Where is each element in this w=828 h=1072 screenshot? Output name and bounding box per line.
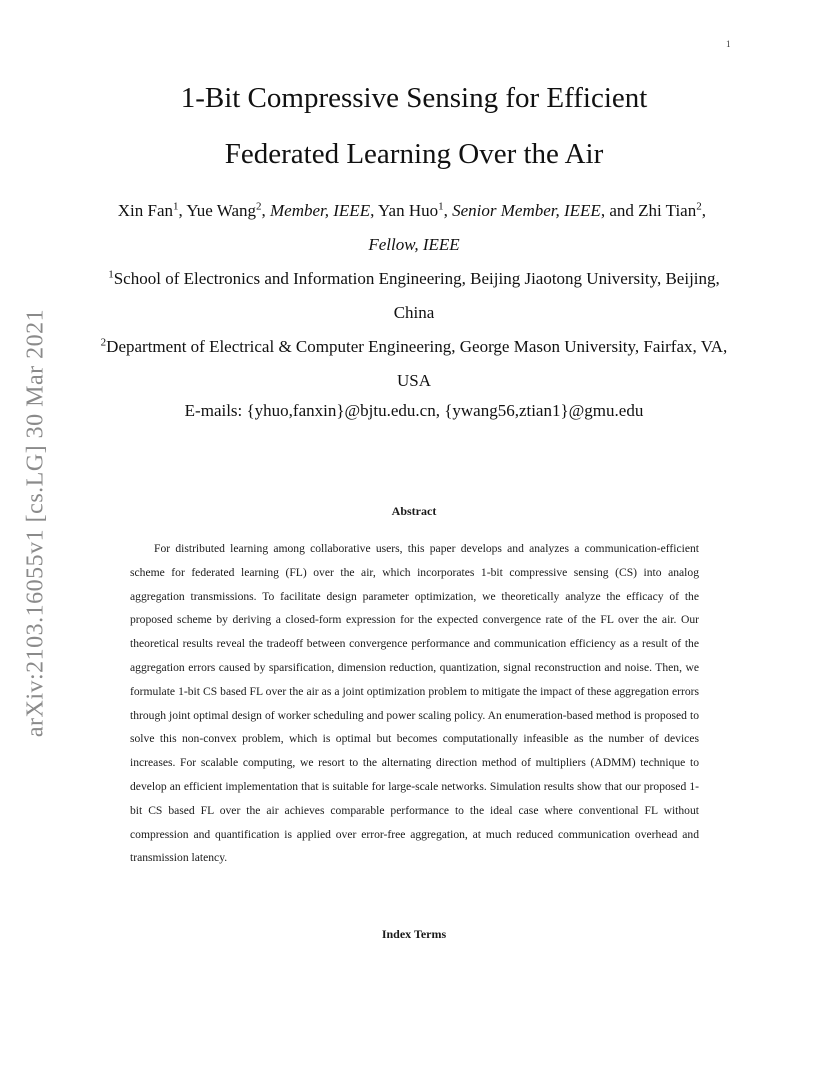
paper-title-line-2: Federated Learning Over the Air	[224, 138, 604, 170]
author-affiliation-marker: 2	[696, 200, 702, 213]
author-emails: E-mails: {yhuo,fanxin}@bjtu.edu.cn, {ywang56,ztian1}@gmu.edu	[184, 401, 644, 420]
abstract-heading: Abstract	[391, 504, 437, 518]
affiliation-text: School of Electronics and Information Engineering, Beijing Jiaotong University, Beijing, China	[113, 269, 720, 322]
author-name: Yue Wang	[186, 201, 256, 220]
affiliation-marker: 2	[100, 336, 107, 349]
page-number: 1	[726, 39, 731, 49]
author-name: Yan Huo	[377, 201, 439, 220]
author-role: Fellow, IEEE	[368, 235, 460, 254]
affiliation-2	[92, 330, 736, 398]
author-affiliation-marker: 2	[256, 200, 262, 213]
author-role: Senior Member, IEEE	[452, 201, 601, 220]
author-name: Zhi Tian	[638, 201, 697, 220]
affiliation-1	[92, 262, 736, 330]
affiliation-text: Department of Electrical & Computer Engineering, George Mason University, Fairfax, VA, USA	[106, 337, 728, 390]
paper-title-line-1: 1-Bit Compressive Sensing for Efficient	[180, 82, 648, 114]
author-role: Member, IEEE	[270, 201, 371, 220]
author-affiliation-marker: 1	[173, 200, 179, 213]
author-name: Xin Fan	[117, 201, 173, 220]
affiliation-marker: 1	[108, 268, 114, 281]
arxiv-stamp: arXiv:2103.16055v1 [cs.LG] 30 Mar 2021	[22, 308, 49, 738]
abstract-body: For distributed learning among collaborative users, this paper develops and analyzes a communication-efficient scheme for federated learning (FL) over the air, which incorporates 1-bit compressive sensing (CS) into analog aggregation transmissions. To facilitate design parameter optimization, we theoretically analyze the efficacy of the proposed scheme by deriving a closed-form expression for the expected convergence rate of the FL over the air. Our theoretical results reveal the tradeoff between convergence performance and communication efficiency as a result of the aggregation errors caused by sparsification, dimension reduction, quantization, signal reconstruction and noise. Then, we formulate 1-bit CS based FL over the air as a joint optimization problem to mitigate the impact of these aggregation errors through joint optimal design of worker scheduling and power scaling policy. An enumeration-based method is proposed to solve this non-convex problem, which is optimal but becomes computationally infeasible as the number of devices increases. For scalable computing, we resort to the alternating direction method of multipliers (ADMM) technique to develop an efficient implementation that is suitable for large-scale networks. Simulation results show that our proposed 1-bit CS based FL over the air achieves comparable performance to the ideal case where conventional FL without compression and quantification is applied over error-free aggregation, at much reduced communication overhead and transmission latency.	[130, 542, 699, 865]
author-list: Xin Fan$^1$, Yue Wang$^2$, Member, IEEE, Yan Huo$^1$, Senior Member, IEEE, and Zhi Tian$^2$, Fellow, IEEE	[117, 200, 711, 254]
index-terms-heading: Index Terms	[381, 927, 447, 941]
author-affiliation-marker: 1	[438, 200, 444, 213]
